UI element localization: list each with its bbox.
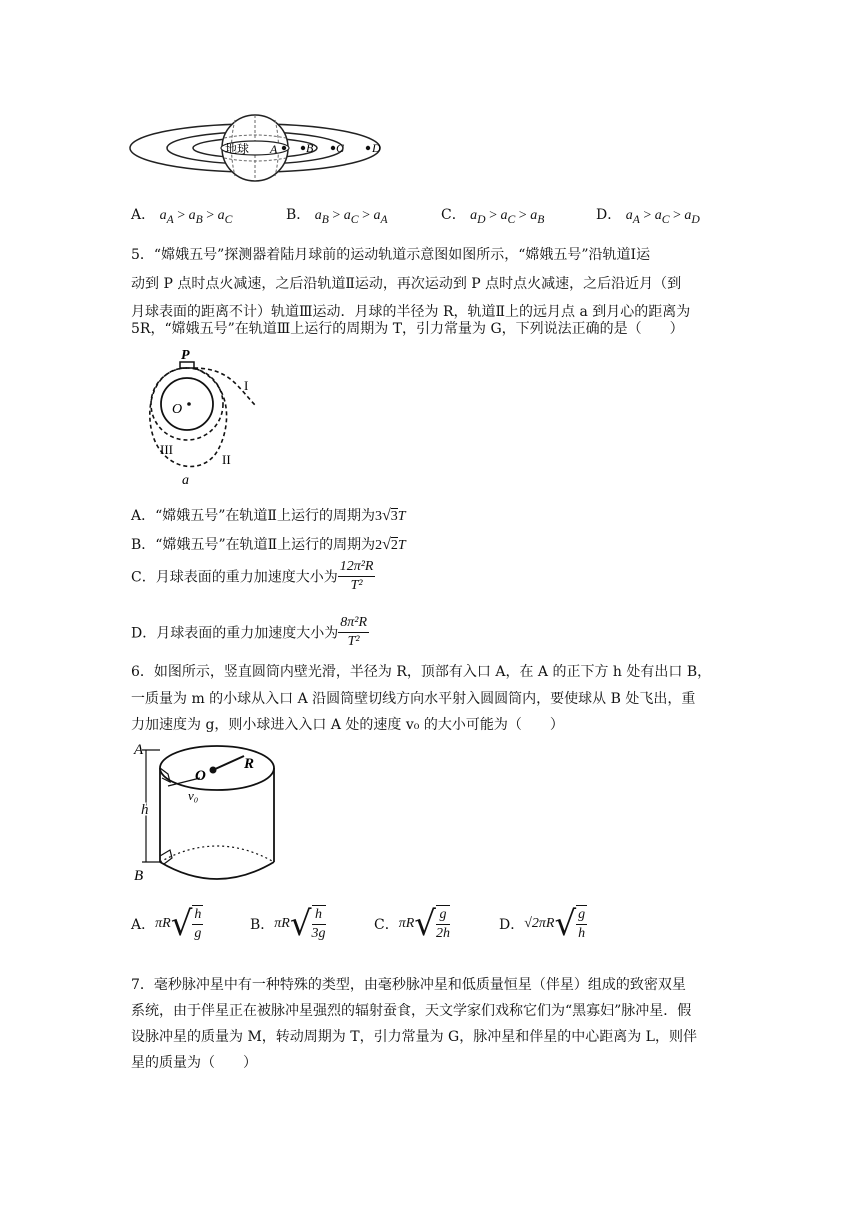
label-o: O [172,402,183,417]
q6-option-c[interactable]: C．πR√ $\frac{g}{2h}$ [374,904,450,944]
lunar-orbit-figure [136,346,266,488]
label-a: A [134,742,144,758]
label-a: a [182,473,189,488]
q6-option-d[interactable]: D．√2πR√ $\frac{g}{h}$ [499,904,586,944]
label-h: h [141,802,149,818]
q4-option-d[interactable] [596,204,700,226]
q4-option-b[interactable] [286,204,388,226]
option-letter: A． [131,917,156,933]
option-fraction: $\frac{\text{8π²R}}{\text{T²}}$ [340,615,367,649]
option-expression: $a_A > a_C > a_D$ [625,208,700,226]
q6-option-b[interactable]: B．πR√ $\frac{h}{3g}$ [250,904,326,944]
option-fraction: $\frac{g}{2h}$ [435,907,450,941]
option-expression: 2√2T [375,536,406,553]
option-fraction: $\frac{h}{g}$ [194,907,202,941]
point-c-label: C [336,141,345,155]
option-letter: D． [596,207,622,223]
label-p: P [181,348,190,363]
q7-line-1: 7．毫秒脉冲星中有一种特殊的类型，由毫秒脉冲星和低质量恒星（伴星）组成的致密双星 [131,977,686,993]
option-text: B．“嫦娥五号”在轨道Ⅱ上运行的周期为 [131,537,376,553]
label-r: R [244,756,255,772]
label-b: B [134,868,144,884]
q6-line-3: 力加速度为 g，则小球进入入口 A 处的速度 v₀ 的大小可能为（ ） [131,717,564,733]
q7-line-2: 系统，由于伴星正在被脉冲星强烈的辐射蚕食，天文学家们戏称它们为“黑寡妇”脉冲星．假 [131,1003,692,1019]
q5-option-d[interactable] [131,614,369,651]
option-expression: $a_D > a_C > a_B$ [470,208,545,226]
q5-line-4: 5R，“嫦娥五号”在轨道Ⅲ上运行的周期为 T，引力常量为 G，下列说法正确的是（ ） [131,321,684,337]
orbit-figure [128,112,398,188]
q7-line-3: 设脉冲星的质量为 M，转动周期为 T，引力常量为 G，脉冲星和伴星的中心距离为 L，则伴 [131,1029,697,1045]
q5-option-a[interactable] [131,505,406,525]
point-b-label: B [306,141,314,155]
q5-option-b[interactable] [131,534,406,554]
q4-option-a[interactable] [131,204,232,226]
q5-line-3: 月球表面的距离不计）轨道Ⅲ运动．月球的半径为 R，轨道Ⅱ上的远月点 a 到月心的距离为 [131,304,691,320]
q5-line-2: 动到 P 点时点火减速，之后沿轨道Ⅱ运动，再次运动到 P 点时点火减速，之后沿近月（到 [131,276,682,292]
label-o: O [195,768,206,784]
option-letter: D． [499,917,525,933]
option-coefficient: πR [155,916,171,931]
option-fraction: $\frac{h}{3g}$ [311,907,326,941]
q6-line-1: 6．如图所示，竖直圆筒内壁光滑，半径为 R，顶部有入口 A，在 A 的正下方 h 处有出口 B， [131,664,712,680]
option-letter: C． [374,917,399,933]
option-letter: A． [131,207,156,223]
option-expression: $a_B > a_C > a_A$ [314,208,388,226]
q4-option-c[interactable] [441,204,544,226]
option-coefficient: πR [274,916,290,931]
option-fraction: $\frac{g}{h}$ [578,907,586,941]
option-expression: 3√3T [374,507,406,524]
option-expression: $a_A > a_B > a_C$ [159,208,233,226]
label-v0: v₀ [188,788,199,803]
q5-option-c[interactable] [131,558,375,595]
earth-label: 地球 [225,142,250,156]
option-coefficient: √2πR [524,916,555,931]
option-text: A．“嫦娥五号”在轨道Ⅱ上运行的周期为 [131,508,375,524]
label-orbit-ii: II [222,452,231,467]
option-coefficient: πR [398,916,415,931]
q7-line-4: 星的质量为（ ） [131,1055,257,1071]
option-text: C．月球表面的重力加速度大小为 [131,569,338,586]
point-d-label: D [372,141,381,155]
option-letter: B． [286,207,311,223]
option-fraction: $\frac{\text{12π²R}}{\text{T²}}$ [339,559,374,593]
option-letter: B． [250,917,275,933]
cylinder-figure [130,738,290,886]
q5-line-1: 5．“嫦娥五号”探测器着陆月球前的运动轨道示意图如图所示，“嫦娥五号”沿轨道Ⅰ运 [131,247,651,263]
option-letter: C． [441,207,466,223]
q6-line-2: 一质量为 m 的小球从入口 A 沿圆筒壁切线方向水平射入圆圆筒内，要使球从 B 处飞出，重 [131,691,696,707]
label-orbit-iii: III [160,442,173,457]
option-text: D．月球表面的重力加速度大小为 [131,625,339,642]
point-a-label: A [270,142,278,156]
label-orbit-i: I [244,378,249,393]
q6-option-a[interactable]: A．πR√ $\frac{h}{g}$ [131,904,202,944]
